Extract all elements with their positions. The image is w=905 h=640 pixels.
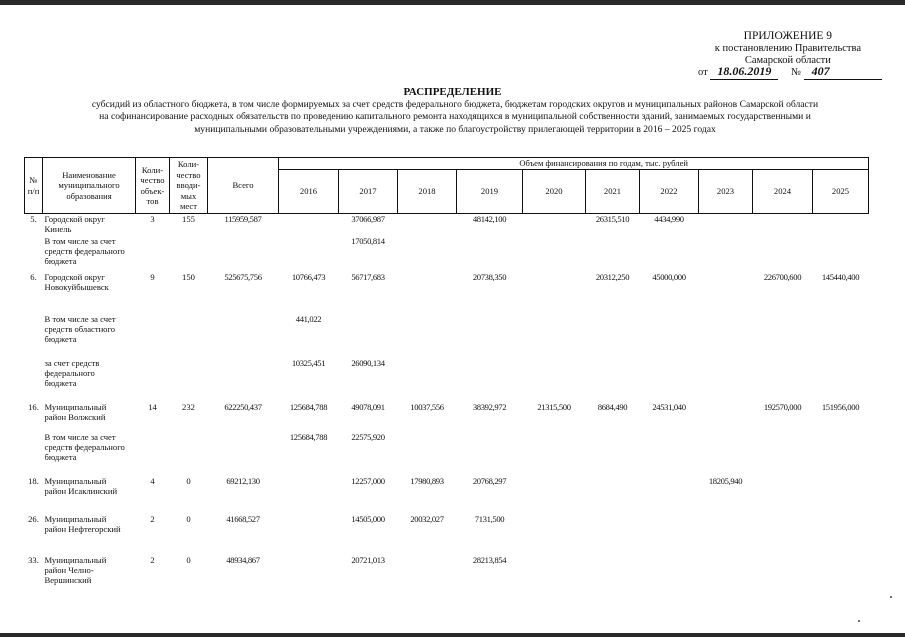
year-amount: 20768,297 [472, 475, 507, 486]
year-amount [279, 476, 339, 514]
year-amount [279, 214, 339, 236]
year-amount [339, 314, 398, 358]
number-prefix: № [790, 67, 801, 78]
places-count [170, 432, 208, 476]
year-amount [640, 358, 699, 402]
decree-number: 407 [804, 64, 882, 80]
objects-count [136, 432, 170, 476]
places-count: 155 [182, 214, 195, 224]
row-number: 18. [28, 475, 39, 486]
year-amount [279, 514, 339, 555]
year-amount: 14505,000 [351, 513, 385, 524]
year-amount [279, 236, 339, 272]
municipality-name [43, 476, 136, 514]
table-row [25, 236, 869, 272]
scan-speck [858, 620, 860, 622]
year-amount [753, 358, 813, 402]
places-count: 0 [186, 513, 191, 524]
table-row [25, 432, 869, 476]
year-amount [753, 476, 813, 514]
year-amount [398, 272, 457, 314]
document-subtitle [30, 99, 880, 136]
places-count: 232 [182, 401, 195, 412]
year-amount [398, 314, 457, 358]
municipality-name [43, 555, 136, 595]
date-prefix: от [698, 67, 708, 78]
municipality-name-line: за счет средств [44, 357, 100, 368]
total-amount: 69212,130 [226, 475, 260, 486]
year-amount: 26090,134 [351, 357, 385, 368]
year-amount: 125684,788 [289, 431, 328, 442]
row-number: 33. [28, 554, 39, 565]
header-year: 2022 [640, 170, 699, 214]
year-amount [586, 358, 640, 402]
header-year: 2023 [699, 170, 753, 214]
year-amount: 56717,683 [351, 271, 385, 282]
row-number: 26. [28, 513, 39, 524]
year-amount [586, 476, 640, 514]
year-amount [523, 358, 586, 402]
year-amount: 10325,451 [291, 357, 326, 368]
year-amount [753, 514, 813, 555]
top-scan-border [0, 0, 905, 5]
municipality-name-line: Муниципальный [44, 475, 107, 486]
document-heading: РАСПРЕДЕЛЕНИЕ [403, 86, 502, 98]
row-number: 5. [30, 214, 37, 224]
places-count [170, 314, 208, 358]
objects-count [136, 358, 170, 402]
municipality-name [43, 214, 136, 236]
municipality-name-line: бюджета [44, 452, 77, 463]
municipality-name-line: бюджета [44, 378, 77, 389]
year-amount: 49078,091 [351, 401, 385, 412]
municipality-name-line: Муниципальный [44, 513, 107, 524]
municipality-name-line: бюджета [44, 256, 77, 267]
municipality-name-line: район Исаклинский [44, 485, 118, 496]
year-amount [457, 314, 523, 358]
year-amount [640, 514, 699, 555]
year-amount: 10037,556 [410, 401, 444, 412]
year-amount [398, 214, 457, 236]
year-amount [699, 432, 753, 476]
places-count: 150 [182, 271, 195, 282]
year-amount [753, 432, 813, 476]
municipality-name-line: бюджета [44, 334, 77, 345]
year-amount [523, 514, 586, 555]
year-amount [753, 236, 813, 272]
municipality-name-line: район Волжский [44, 411, 106, 422]
municipality-name-line: Кинель [44, 224, 72, 235]
year-amount [699, 514, 753, 555]
municipality-name-line: Новокуйбышевск [44, 281, 109, 292]
year-amount [813, 555, 869, 595]
year-amount: 26315,510 [595, 214, 630, 224]
decree-date-number [698, 64, 882, 80]
year-amount [699, 555, 753, 595]
total-amount [208, 314, 279, 358]
row-number: 16. [28, 401, 39, 412]
objects-count: 4 [150, 475, 155, 486]
municipality-name-line: средств областного [44, 323, 116, 334]
objects-count: 9 [150, 271, 155, 282]
subtitle-line: муниципальными образовательными учреждениями, а также по благоустройству прилегающей территории в 2016 – 2025 годах [194, 123, 716, 135]
municipality-name-line: Муниципальный [44, 401, 107, 412]
year-amount [279, 555, 339, 595]
places-count [170, 236, 208, 272]
municipality-name-line: Городской округ [44, 214, 105, 224]
appendix-line-1: к постановлению Правительства [714, 42, 861, 54]
year-amount: 145440,400 [821, 271, 860, 282]
total-amount: 48934,867 [226, 554, 260, 565]
table-row [25, 402, 869, 432]
year-amount: 441,022 [295, 313, 322, 324]
table-row [25, 272, 869, 314]
municipality-name-line: Городской округ [44, 271, 105, 282]
table-row [25, 314, 869, 358]
total-amount: 115959,587 [224, 214, 262, 224]
year-amount: 37066,987 [351, 214, 385, 224]
year-amount: 22575,920 [351, 431, 385, 442]
year-amount [523, 476, 586, 514]
year-amount [586, 514, 640, 555]
total-amount [208, 358, 279, 402]
header-year: 2021 [586, 170, 640, 214]
year-amount: 17050,814 [351, 235, 385, 246]
year-amount [640, 314, 699, 358]
municipality-name [43, 432, 136, 476]
year-amount: 45000,000 [652, 271, 686, 282]
municipality-name-line: район Нефтегорский [44, 523, 121, 534]
header-places: Коли- чество вводи- мых мест [170, 158, 208, 214]
year-amount [640, 555, 699, 595]
year-amount [813, 358, 869, 402]
year-amount [753, 314, 813, 358]
year-amount [523, 214, 586, 236]
year-amount [813, 514, 869, 555]
year-amount [813, 476, 869, 514]
year-amount: 125684,788 [289, 401, 328, 412]
objects-count: 2 [150, 554, 155, 565]
year-amount [699, 236, 753, 272]
header-year: 2020 [523, 170, 586, 214]
total-amount: 41668,527 [226, 513, 260, 524]
subtitle-line: субсидий из областного бюджета, в том числе формируемых за счет средств федерального бюджета, бюджетам городских округов и муниципальных районов Самарской области [91, 99, 819, 110]
header-objects: Коли- чество объек- тов [136, 158, 170, 214]
year-amount [699, 314, 753, 358]
objects-count [136, 236, 170, 272]
year-amount [398, 555, 457, 595]
year-amount: 20721,013 [351, 554, 385, 565]
year-amount [640, 432, 699, 476]
municipality-name-line: Вершинский [44, 575, 92, 586]
year-amount: 20738,350 [472, 271, 507, 282]
year-amount [699, 214, 753, 236]
municipality-name-line: средств федерального [44, 245, 125, 256]
municipality-name [43, 358, 136, 402]
row-number [25, 236, 43, 272]
year-amount: 20312,250 [595, 271, 630, 282]
year-amount: 17980,893 [410, 475, 444, 486]
year-amount: 4434,990 [654, 214, 684, 224]
year-amount [457, 432, 523, 476]
year-amount [398, 432, 457, 476]
year-amount [699, 402, 753, 432]
header-year: 2019 [457, 170, 523, 214]
year-amount [586, 555, 640, 595]
decree-date: 18.06.2019 [710, 64, 778, 80]
total-amount: 622250,437 [224, 401, 262, 412]
total-amount: 525675,756 [224, 271, 262, 282]
municipality-name-line: В том числе за счет [44, 431, 116, 442]
year-amount [457, 236, 523, 272]
year-amount: 48142,100 [472, 214, 507, 224]
scan-speck [890, 596, 892, 598]
year-amount [523, 432, 586, 476]
year-amount [398, 236, 457, 272]
appendix-title: ПРИЛОЖЕНИЕ 9 [743, 30, 833, 42]
year-amount [813, 432, 869, 476]
year-amount [753, 555, 813, 595]
objects-count: 2 [150, 513, 155, 524]
header-year: 2018 [398, 170, 457, 214]
year-amount: 21315,500 [537, 401, 571, 412]
year-amount [813, 236, 869, 272]
objects-count: 3 [150, 214, 155, 224]
year-amount [523, 236, 586, 272]
year-amount: 226700,600 [763, 271, 802, 282]
places-count: 0 [186, 475, 191, 486]
table-row [25, 214, 869, 236]
municipality-name [43, 272, 136, 314]
year-amount: 28213,854 [472, 554, 507, 565]
year-amount [813, 214, 869, 236]
year-amount [523, 314, 586, 358]
year-amount [523, 555, 586, 595]
year-amount: 192570,000 [763, 401, 802, 412]
appendix-line-2: Самарской области [744, 55, 831, 66]
total-amount [208, 236, 279, 272]
year-amount [523, 272, 586, 314]
municipality-name [43, 236, 136, 272]
header-year: 2017 [339, 170, 398, 214]
year-amount: 24531,040 [652, 401, 686, 412]
table-row [25, 514, 869, 555]
year-amount [398, 358, 457, 402]
year-amount: 8684,490 [597, 401, 628, 412]
municipality-name [43, 402, 136, 432]
header-year: 2016 [279, 170, 339, 214]
header-num: № п/п [25, 158, 43, 214]
year-amount: 18205,940 [708, 475, 743, 486]
subsidy-distribution-table [24, 157, 869, 595]
objects-count [136, 314, 170, 358]
year-amount: 151956,000 [821, 401, 860, 412]
year-amount: 20032,027 [410, 513, 444, 524]
year-amount: 7131,500 [474, 513, 505, 524]
year-amount: 38392,972 [472, 401, 507, 412]
table-row [25, 555, 869, 595]
objects-count: 14 [148, 401, 157, 412]
table-row [25, 358, 869, 402]
header-funding: Объем финансирования по годам, тыс. рублей [279, 158, 869, 170]
municipality-name-line: В том числе за счет [44, 313, 116, 324]
year-amount [699, 358, 753, 402]
year-amount: 10766,473 [291, 271, 326, 282]
total-amount [208, 432, 279, 476]
row-number [25, 358, 43, 402]
table-row [25, 476, 869, 514]
year-amount [640, 476, 699, 514]
year-amount [586, 314, 640, 358]
places-count: 0 [186, 554, 191, 565]
header-total: Всего [208, 158, 279, 214]
municipality-name-line: район Челно- [44, 564, 94, 575]
header-year: 2025 [813, 170, 869, 214]
header-year: 2024 [753, 170, 813, 214]
row-number [25, 314, 43, 358]
appendix-block [715, 30, 861, 68]
subtitle-line: на софинансирование расходных обязательств по проведению капитального ремонта находящихся в муниципальной собственности зданий, занимаемых государственными и [99, 111, 811, 123]
places-count [170, 358, 208, 402]
row-number: 6. [30, 271, 37, 282]
year-amount [813, 314, 869, 358]
year-amount [753, 214, 813, 236]
municipality-name [43, 514, 136, 555]
row-number [25, 432, 43, 476]
municipality-name-line: средств федерального [44, 441, 125, 452]
header-name: Наименование муниципального образования [43, 158, 136, 214]
year-amount [457, 358, 523, 402]
year-amount: 12257,000 [351, 475, 385, 486]
year-amount [640, 236, 699, 272]
table-body [25, 214, 869, 595]
bottom-scan-border [0, 633, 905, 637]
municipality-name-line: Муниципальный [44, 554, 107, 565]
municipality-name-line: В том числе за счет [44, 235, 116, 246]
year-amount [699, 272, 753, 314]
municipality-name-line: федерального [44, 367, 95, 378]
year-amount [586, 432, 640, 476]
municipality-name [43, 314, 136, 358]
year-amount [586, 236, 640, 272]
